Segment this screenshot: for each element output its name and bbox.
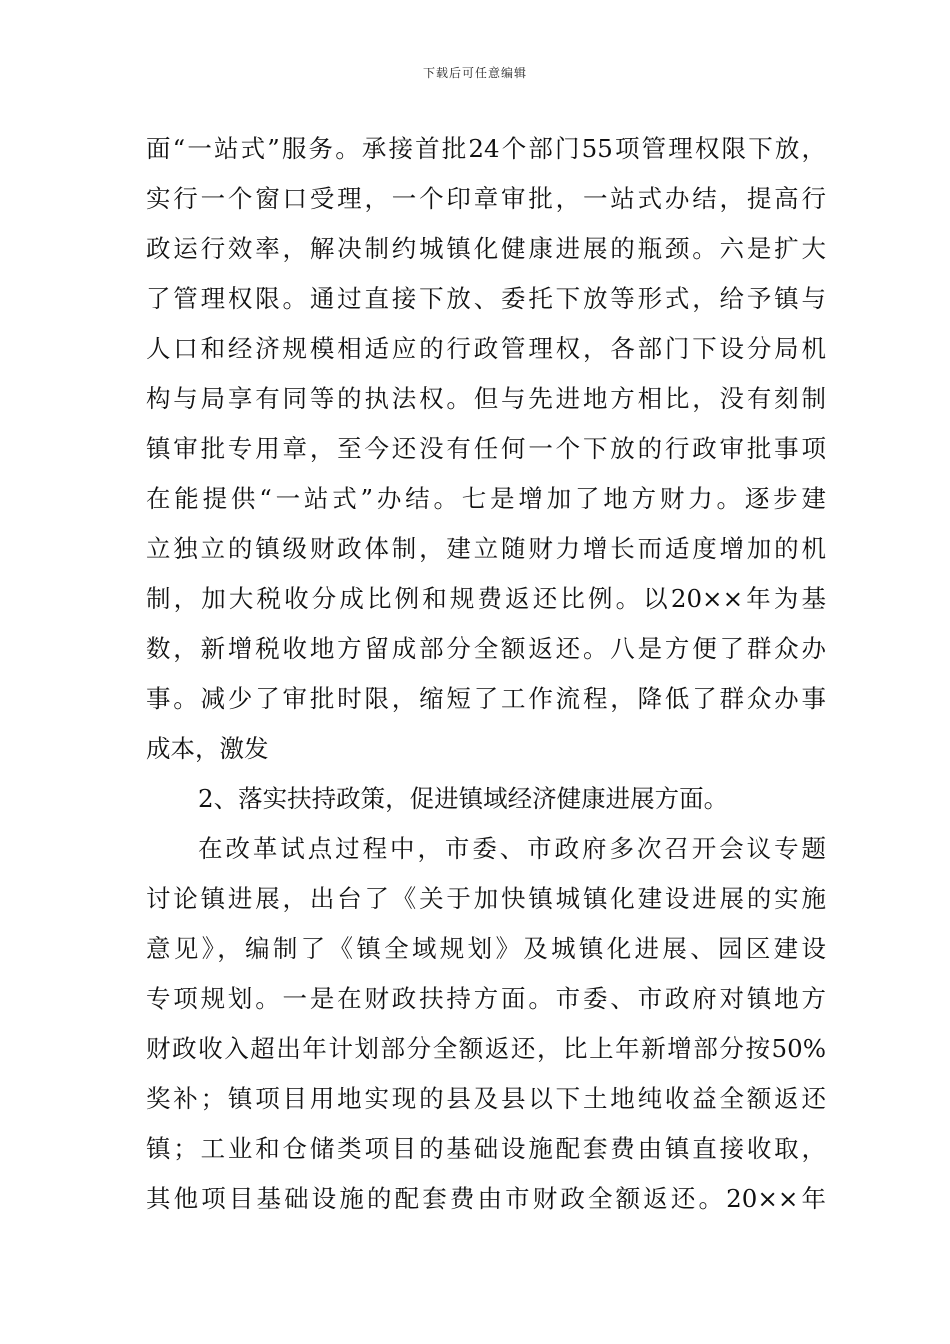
- text-line: 镇；工业和仓储类项目的基础设施配套费由镇直接收取，: [146, 1134, 826, 1163]
- text-line: 构与局享有同等的执法权。但与先进地方相比，没有刻制: [146, 384, 826, 413]
- text-line: 其他项目基础设施的配套费由市财政全额返还。20××年: [146, 1184, 826, 1213]
- text-line: 实行一个窗口受理，一个印章审批，一站式办结，提高行: [146, 184, 826, 213]
- text-line: 成本，激发: [146, 734, 269, 763]
- document-body: [146, 124, 826, 1224]
- text-line: 制，加大税收分成比例和规费返还比例。以20××年为基: [146, 584, 826, 613]
- text-line: 在改革试点过程中，市委、市政府多次召开会议专题: [198, 834, 826, 863]
- text-line: 事。减少了审批时限，缩短了工作流程，降低了群众办事: [146, 684, 826, 713]
- text-line: 人口和经济规模相适应的行政管理权，各部门下设分局机: [146, 334, 826, 363]
- text-line: 政运行效率，解决制约城镇化健康进展的瓶颈。六是扩大: [146, 234, 826, 263]
- text-line: 奖补；镇项目用地实现的县及县以下土地纯收益全额返还: [146, 1084, 826, 1113]
- text-line: 讨论镇进展，出台了《关于加快镇城镇化建设进展的实施: [146, 884, 826, 913]
- text-line: 了管理权限。通过直接下放、委托下放等形式，给予镇与: [146, 284, 826, 313]
- text-line: 数，新增税收地方留成部分全额返还。八是方便了群众办: [146, 634, 826, 663]
- text-line: 专项规划。一是在财政扶持方面。市委、市政府对镇地方: [146, 984, 826, 1013]
- section-heading: 2、落实扶持政策，促进镇域经济健康进展方面。: [198, 784, 729, 813]
- text-line: 镇审批专用章，至今还没有任何一个下放的行政审批事项: [146, 434, 826, 463]
- text-line: 立独立的镇级财政体制，建立随财力增长而适度增加的机: [146, 534, 826, 563]
- text-line: 财政收入超出年计划部分全额返还，比上年新增部分按50%: [146, 1034, 826, 1063]
- text-line: 在能提供“一站式”办结。七是增加了地方财力。逐步建: [146, 484, 826, 513]
- text-line: 面“一站式”服务。承接首批24个部门55项管理权限下放，: [146, 134, 826, 163]
- page-header: 下载后可任意编辑: [422, 66, 527, 80]
- text-line: 意见》，编制了《镇全域规划》及城镇化进展、园区建设: [146, 934, 826, 963]
